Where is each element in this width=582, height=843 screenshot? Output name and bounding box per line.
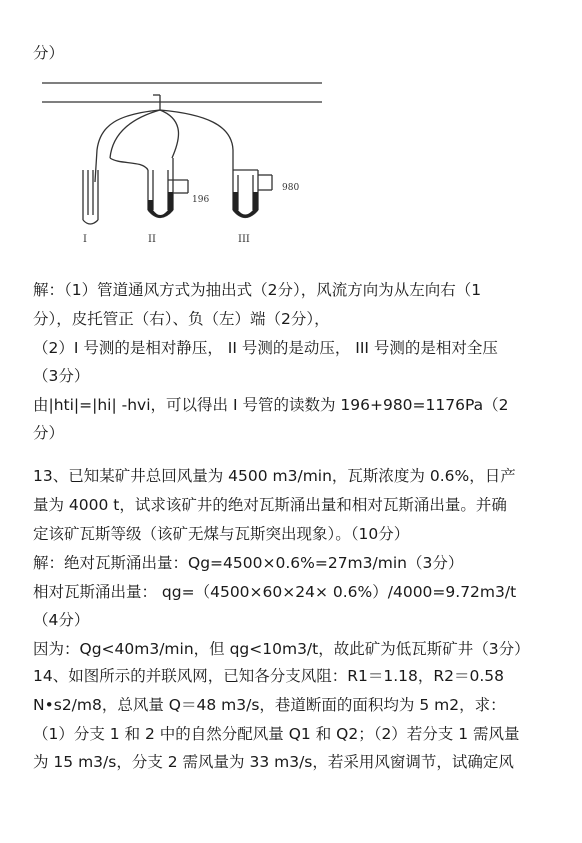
solution-13-line: （4分） [33, 611, 90, 629]
question-14-line: （1）分支 1 和 2 中的自然分配风量 Q1 和 Q2；（2）若分支 1 需风量 [33, 725, 520, 743]
question-14-line: 为 15 m3/s，分支 2 需风量为 33 m3/s，若采用风窗调节，试确定风 [33, 753, 514, 771]
solution-12-line: （2）I 号测的是相对静压， II 号测的是动压， III 号测的是相对全压 [33, 339, 498, 357]
solution-12-line: 分），皮托管正（右）、负（左）端（2分）， [33, 310, 330, 328]
solution-12-line: （3分） [33, 367, 90, 385]
question-13-line: 量为 4000 t，试求该矿井的绝对瓦斯涌出量和相对瓦斯涌出量。并确 [33, 496, 507, 514]
tube-label-3: III [238, 234, 250, 245]
tube-label-2: II [148, 234, 156, 245]
top-fragment: 分） [33, 44, 65, 62]
question-14-line: 14、如图所示的并联风网，已知各分支风阻：R1＝1.18，R2＝0.58 [33, 667, 505, 685]
tube-label-1: I [83, 234, 87, 245]
solution-12-line: 分） [33, 424, 65, 442]
solution-12-line: 由|hti|=|hi| -hvi，可以得出 I 号管的读数为 196+980=1176Pa（2 [33, 396, 509, 414]
solution-12-line: 解：（1）管道通风方式为抽出式（2分），风流方向为从左向右（1 [33, 281, 482, 299]
reading-tube-2: 196 [192, 195, 210, 205]
reading-tube-3: 980 [282, 183, 300, 193]
question-13-line: 13、已知某矿井总回风量为 4500 m3/min，瓦斯浓度为 0.6%，日产 [33, 467, 516, 485]
solution-13-line: 相对瓦斯涌出量： qg=（4500×60×24× 0.6%）/4000=9.72m3/t [33, 583, 517, 601]
question-14-line: N•s2/m8，总风量 Q＝48 m3/s，巷道断面的面积均为 5 m2，求： [33, 696, 506, 714]
question-13-line: 定该矿瓦斯等级（该矿无煤与瓦斯突出现象）。（10分） [33, 525, 410, 543]
solution-13-line: 因为：Qg<40m3/min，但 qg<10m3/t，故此矿为低瓦斯矿井（3分） [33, 640, 530, 658]
solution-13-line: 解：绝对瓦斯涌出量：Qg=4500×0.6%=27m3/min（3分） [33, 554, 464, 572]
